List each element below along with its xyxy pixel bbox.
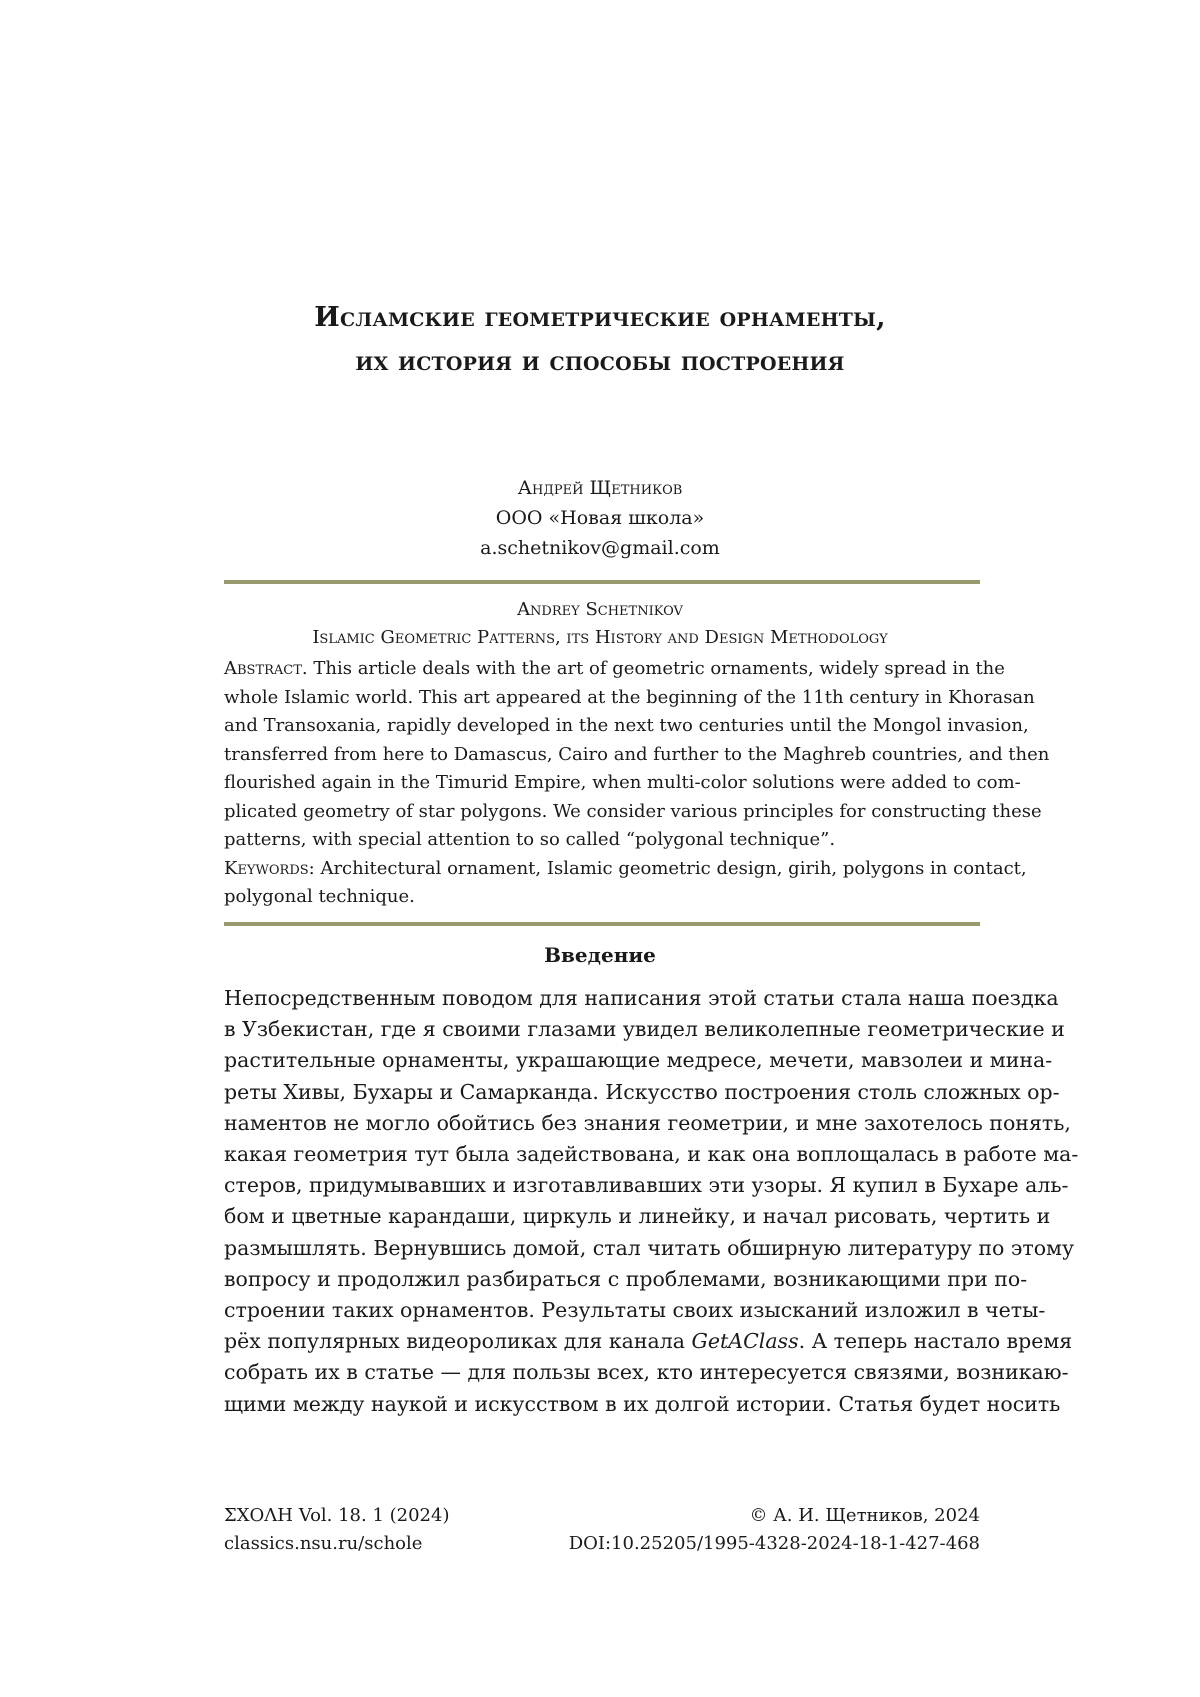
- keywords-label: Keywords:: [224, 857, 315, 879]
- author-affiliation: ООО «Новая школа»: [495, 507, 705, 529]
- abstract: [224, 655, 1050, 912]
- abstract-label: Abstract.: [224, 658, 308, 679]
- abstract-line: whole Islamic world. This art appeared at the beginning of the 11th century in Khorasan: [224, 686, 1035, 708]
- english-title: Islamic Geometric Patterns, its History and Design Methodology: [312, 627, 888, 648]
- abstract-line: flourished again in the Timurid Empire, when multi-color solutions were added to com-: [224, 772, 1021, 793]
- body-line: стеров, придумывавших и изготавливавших эти узоры. Я купил в Бухаре аль-: [224, 1173, 1069, 1198]
- journal-site: classics.nsu.ru/schole: [224, 1533, 423, 1554]
- body-line: растительные орнаменты, украшающие медресе, мечети, мавзолеи и мина-: [224, 1048, 1053, 1073]
- paper-title-line-1: Исламские геометрические орнаменты,: [314, 302, 886, 333]
- body-line: какая геометрия тут была задействована, и как она воплощалась в работе ма-: [224, 1142, 1079, 1167]
- body-line: бом и цветные карандаши, циркуль и линейку, и начал рисовать, чертить и: [224, 1204, 1051, 1229]
- paper-title-line-2: их история и способы построения: [355, 346, 845, 377]
- abstract-line: and Transoxania, rapidly developed in the next two centuries until the Mongol invasion,: [224, 715, 1029, 736]
- author-email: a.schetnikov@gmail.com: [480, 537, 720, 559]
- channel-name: GetAClass: [691, 1329, 799, 1354]
- keywords-line: Keywords: Architectural ornament, Islamic geometric design, girih, polygons in contact,: [224, 857, 1027, 879]
- keywords-line: polygonal technique.: [224, 886, 415, 907]
- abstract-line: Abstract. This article deals with the art of geometric ornaments, widely spread in the: [224, 658, 1005, 679]
- body-line: в Узбекистан, где я своими глазами увидел великолепные геометрические и: [224, 1017, 1065, 1042]
- body-line: реты Хивы, Бухары и Самарканда. Искусство построения столь сложных ор-: [224, 1079, 1060, 1104]
- footer-left: [224, 1502, 449, 1558]
- journal-name: ΣΧΟΛΗ Vol. 18. 1 (2024): [224, 1505, 450, 1526]
- body-line: рёх популярных видеороликах для канала GetAClass. А теперь настало время: [224, 1329, 1073, 1354]
- body-line: размышлять. Вернувшись домой, стал читать обширную литературу по этому: [224, 1235, 1075, 1260]
- body-line: строении таких орнаментов. Результаты своих изысканий изложил в четы-: [224, 1298, 1046, 1323]
- copyright: © А. И. Щетников, 2024: [749, 1505, 980, 1526]
- english-author: Andrey Schetnikov: [517, 599, 683, 620]
- footer-right: [569, 1502, 980, 1558]
- top-divider: [224, 580, 980, 584]
- body-line: наментов не могло обойтись без знания геометрии, и мне захотелось понять,: [224, 1110, 1071, 1135]
- abstract-line: transferred from here to Damascus, Cairo and further to the Maghreb countries, and then: [224, 743, 1050, 765]
- body-paragraph: [224, 983, 1079, 1420]
- bottom-divider: [224, 922, 980, 926]
- body-line: Непосредственным поводом для написания этой статьи стала наша поездка: [224, 986, 1059, 1010]
- section-heading: Введение: [544, 943, 656, 967]
- body-line: щими между наукой и искусством в их долгой истории. Статья будет носить: [224, 1391, 1061, 1416]
- abstract-line: patterns, with special attention to so called “polygonal technique”.: [224, 829, 836, 850]
- doi: DOI:10.25205/1995-4328-2024-18-1-427-468: [568, 1533, 980, 1554]
- author-name: Андрей Щетников: [517, 477, 683, 499]
- abstract-line: plicated geometry of star polygons. We consider various principles for constructing these: [224, 800, 1042, 822]
- body-line: собрать их в статье — для пользы всех, кто интересуется связями, возникаю-: [224, 1360, 1069, 1385]
- body-line: вопросу и продолжил разбираться с проблемами, возникающими при по-: [224, 1266, 1028, 1291]
